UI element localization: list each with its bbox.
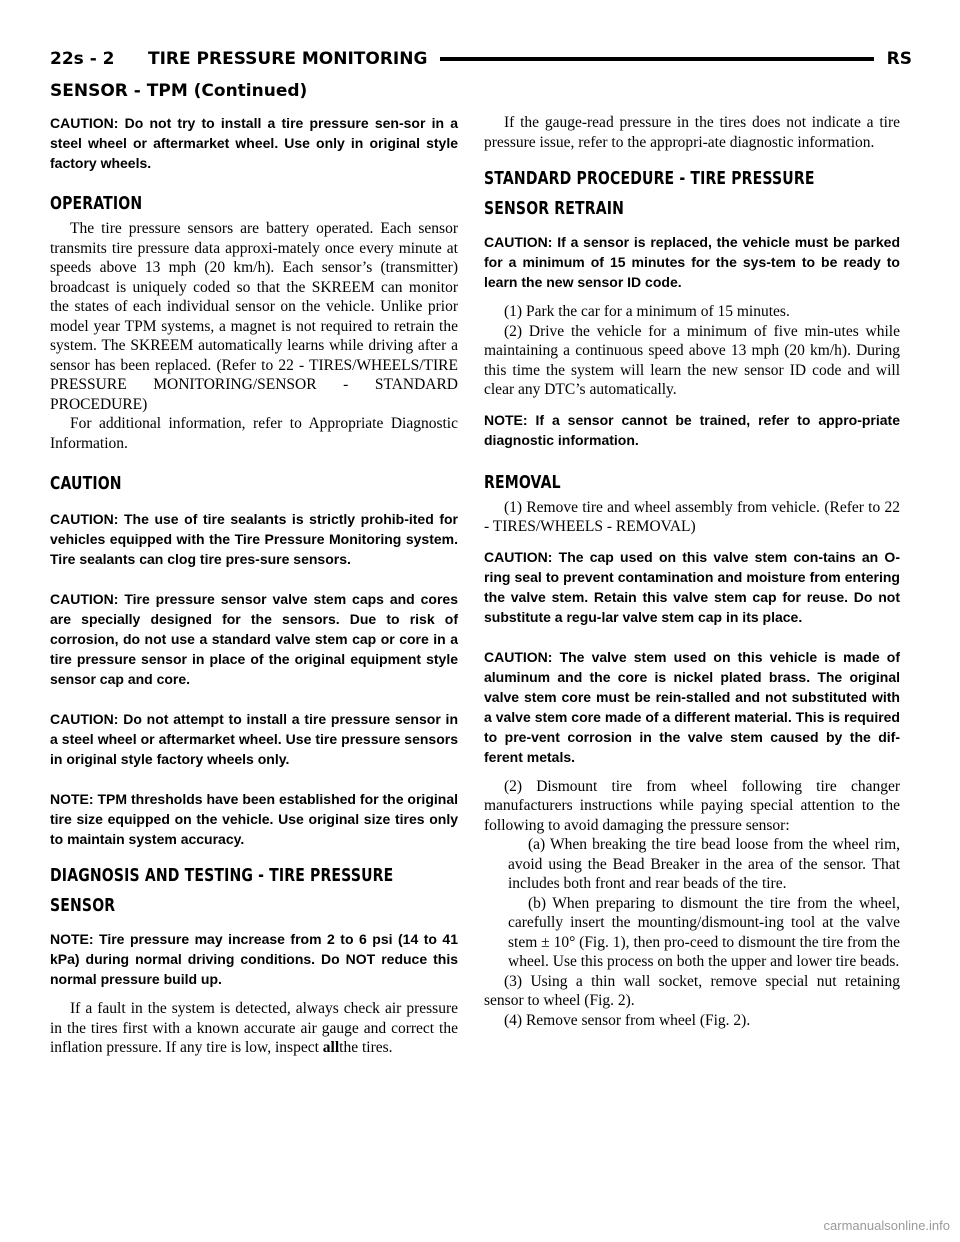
caution-sealants: CAUTION: The use of tire sealants is strictly prohib-ited for vehicles equipped with the Tire Pressure Monitoring system. Tire sealants can clog tire pres-sure sensors. — [50, 511, 458, 567]
removal-step-2b: (b) When preparing to dismount the tire from the wheel, carefully insert the mounting/dismount-ing tool at the valve stem ± 10° (Fig. 1), then pro-ceed to dismount the tire from the wheel. Use this process on both the upper and lower tire beads. — [508, 894, 900, 970]
watermark-text[interactable]: carmanualsonline.info — [823, 1218, 950, 1233]
diagnosis-heading-line-2: SENSOR — [50, 895, 116, 916]
caution-valve-caps: CAUTION: Tire pressure sensor valve stem caps and cores are specially designed for the sensors. Due to risk of corrosion, do not use a standard valve stem cap or core in a tire pressure sensor in place of the original equipment style sensor cap and core. — [50, 591, 458, 687]
emphasis-all: all — [322, 1039, 340, 1056]
operation-paragraph-2: For additional information, refer to Appropriate Diagnostic Information. — [50, 415, 458, 452]
model-code: RS — [886, 49, 912, 69]
removal-step-3: (3) Using a thin wall socket, remove special nut retaining sensor to wheel (Fig. 2). — [484, 972, 900, 1009]
continued-heading: SENSOR - TPM (Continued) — [50, 81, 308, 101]
removal-step-1: (1) Remove tire and wheel assembly from vehicle. (Refer to 22 - TIRES/WHEELS - REMOVAL) — [484, 498, 900, 535]
caution-paragraph: CAUTION: Do not try to install a tire pressure sen-sor in a steel wheel or aftermarket wheel. Use only in original style factory wheels. — [50, 115, 458, 171]
standard-procedure-heading-line-2: SENSOR RETRAIN — [484, 198, 625, 219]
removal-step-2: (2) Dismount tire from wheel following tire changer manufacturers instructions while paying special attention to the following to avoid damaging the pressure sensor: — [484, 777, 900, 834]
page-header — [50, 48, 912, 76]
caution-steel-wheel: CAUTION: Do not attempt to install a tire pressure sensor in a steel wheel or aftermarket wheel. Use tire pressure sensors in original style factory wheels only. — [50, 711, 458, 767]
standard-procedure-heading-line-1: STANDARD PROCEDURE - TIRE PRESSURE — [484, 168, 815, 189]
section-title: TIRE PRESSURE MONITORING — [148, 49, 428, 69]
operation-paragraph: The tire pressure sensors are battery operated. Each sensor transmits tire pressure data approxi-mately once every minute at speeds above 13 mph (20 km/h). Each sensor’s (transmitter) broadcast is uniquely coded so that the SKREEM can monitor the states of each individual sensor on the vehicle. Unlike prior model year TPM systems, a magnet is not required to retrain the system. The SKREEM automatically learns while driving after a sensor has been replaced. (Refer to 22 - TIRES/WHEELS/TIRE PRESSURE MONITORING/SENSOR - STANDARD PROCEDURE) — [50, 220, 458, 413]
caution-heading: CAUTION — [50, 473, 122, 494]
removal-step-2a: (a) When breaking the tire bead loose from the wheel rim, avoid using the Bead Breaker in the area of the sensor. That includes both front and rear beads of the tire. — [508, 836, 900, 892]
caution-valve-cap: CAUTION: The cap used on this valve stem con-tains an O-ring seal to prevent contamination and moisture from entering the valve stem. Retain this valve stem cap for reuse. Do not substitute a regu-lar valve stem cap in its place. — [484, 548, 900, 625]
diagnosis-paragraph-2: If the gauge-read pressure in the tires does not indicate a tire pressure issue, refer to the appropri-ate diagnostic information. — [484, 114, 900, 151]
note-thresholds: NOTE: TPM thresholds have been established for the original tire size equipped on the vehicle. Use original size tires only to maintain system accuracy. — [50, 791, 458, 847]
operation-heading: OPERATION — [50, 193, 143, 214]
right-column — [484, 113, 900, 1030]
retrain-step-2: (2) Drive the vehicle for a minimum of five min-utes while maintaining a continuous speed above 13 mph (20 km/h). During this time the system will learn the new sensor ID code and will clear any DTC’s automatically. — [484, 322, 900, 398]
header-rule — [440, 57, 874, 61]
retrain-step-1: (1) Park the car for a minimum of 15 minutes. — [504, 303, 790, 320]
caution-valve-stem: CAUTION: The valve stem used on this vehicle is made of aluminum and the core is nickel plated brass. The original valve stem core must be rein-stalled and not substituted with a valve stem core made of a different material. This is required to pre-vent corrosion in the valve stem caused by the dif-ferent metals. — [484, 648, 900, 765]
note-cannot-train: NOTE: If a sensor cannot be trained, refer to appro-priate diagnostic information. — [484, 411, 900, 448]
diagnosis-heading-line-1: DIAGNOSIS AND TESTING - TIRE PRESSURE — [50, 865, 394, 886]
left-column — [50, 113, 458, 1058]
page-number: 22s - 2 — [50, 49, 115, 69]
note-pressure-increase: NOTE: Tire pressure may increase from 2 to 6 psi (14 to 41 kPa) during normal driving conditions. Do NOT reduce this normal pressure build up. — [50, 931, 458, 987]
caution-retrain: CAUTION: If a sensor is replaced, the vehicle must be parked for a minimum of 15 minutes for the sys-tem to be ready to learn the new sensor ID code. — [484, 234, 900, 290]
removal-heading: REMOVAL — [484, 471, 561, 493]
diagnosis-paragraph: If a fault in the system is detected, always check air pressure in the tires first with a known accurate air gauge and correct the inflation pressure. If any tire is low, inspect allthe tires. — [50, 1000, 458, 1056]
removal-step-4: (4) Remove sensor from wheel (Fig. 2). — [504, 1011, 751, 1029]
